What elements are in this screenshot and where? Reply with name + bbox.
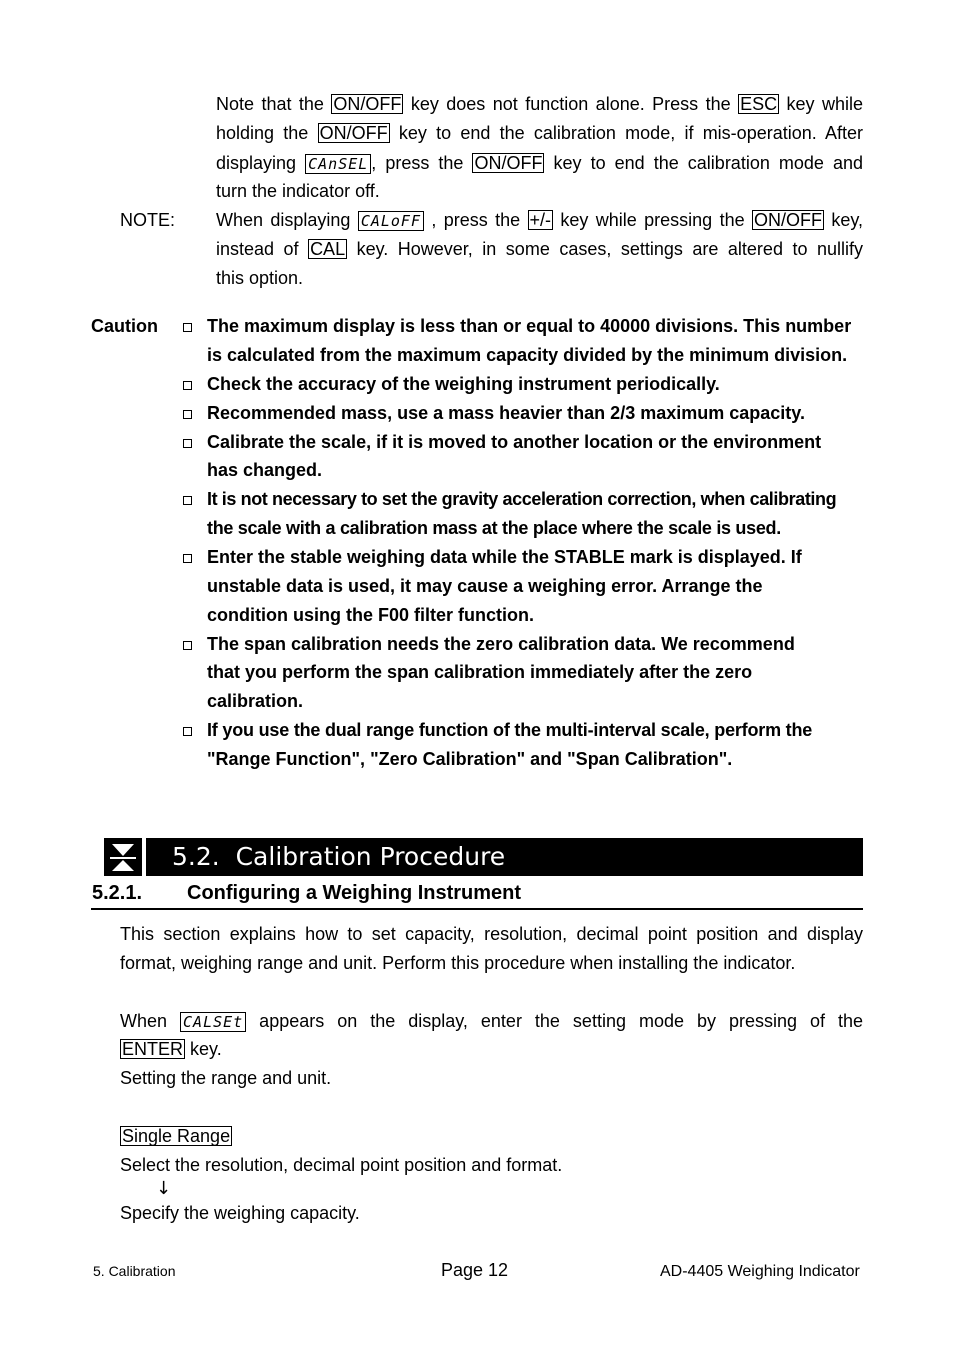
note-line-1: When displaying CALoFF , press the +/- key while pressing the ON/OFF key,	[216, 210, 864, 230]
caution-line: It is not necessary to set the gravity acceleration correction, when calibrating	[207, 489, 837, 509]
intro-line-3: displaying CAnSEL , press the ON/OFF key to end the calibration mode and	[216, 153, 863, 173]
caution-line: If you use the dual range function of the multi-interval scale, perform the	[207, 720, 813, 740]
cal-off-display-code: CALoFF	[358, 211, 424, 231]
caution-line: that you perform the span calibration immediately after the zero	[207, 662, 753, 682]
caution-line: Calibrate the scale, if it is moved to another location or the environment	[207, 432, 822, 452]
step-2: Specify the weighing capacity.	[120, 1203, 360, 1223]
cal-key-label: CAL	[310, 239, 346, 259]
body-p2-line-3: Setting the range and unit.	[120, 1068, 332, 1088]
checkbox-bullet-icon	[183, 554, 192, 563]
single-range-label: Single Range	[122, 1126, 231, 1146]
on-off-key-label: ON/OFF	[474, 153, 543, 173]
calibration-arrow-icon	[104, 838, 142, 876]
note-line-2: instead of CAL key. However, in some cases, settings are altered to nullify	[216, 239, 863, 259]
body-p2-line-1: When CALSEt appears on the display, enter the setting mode by pressing of the	[120, 1011, 863, 1031]
note-line-3: this option.	[216, 268, 304, 288]
body-p1-line-1: This section explains how to set capacity, resolution, decimal point position and display	[120, 924, 863, 944]
subsection-rule	[91, 908, 863, 910]
caution-line: is calculated from the maximum capacity divided by the minimum division.	[207, 345, 848, 365]
cancel-display-code: CAnSEL	[305, 154, 371, 174]
note-label: NOTE:	[120, 210, 176, 230]
footer-chapter: 5. Calibration	[93, 1263, 176, 1279]
footer-page-number: Page 12	[441, 1260, 509, 1280]
on-off-key-label: ON/OFF	[333, 94, 402, 114]
caution-line: Recommended mass, use a mass heavier than 2/3 maximum capacity.	[207, 403, 805, 423]
cal-set-display-code: CALSEt	[180, 1012, 246, 1032]
footer-product-name: AD-4405 Weighing Indicator	[660, 1263, 860, 1280]
section-title: 5.2. Calibration Procedure	[172, 842, 506, 871]
checkbox-bullet-icon	[183, 727, 192, 736]
caution-line: condition using the F00 filter function.	[207, 605, 534, 625]
checkbox-bullet-icon	[183, 410, 192, 419]
checkbox-bullet-icon	[183, 496, 192, 505]
caution-label: Caution	[91, 316, 158, 336]
step-1: Select the resolution, decimal point position and format.	[120, 1155, 563, 1175]
caution-line: "Range Function", "Zero Calibration" and "Span Calibration".	[207, 749, 733, 769]
caution-line: the scale with a calibration mass at the place where the scale is used.	[207, 518, 781, 538]
checkbox-bullet-icon	[183, 439, 192, 448]
body-p2-line-2: ENTER key.	[122, 1039, 222, 1059]
caution-line: Enter the stable weighing data while the STABLE mark is displayed. If	[207, 547, 802, 567]
intro-line-2: holding the ON/OFF key to end the calibration mode, if mis-operation. After	[216, 123, 864, 143]
intro-line-1: Note that the ON/OFF key does not function alone. Press the ESC key while	[216, 94, 863, 114]
single-range-row	[120, 1122, 232, 1151]
enter-key-label: ENTER	[122, 1039, 184, 1059]
on-off-key-label: ON/OFF	[753, 210, 822, 230]
checkbox-bullet-icon	[183, 323, 192, 332]
section-title-bar	[146, 838, 863, 876]
checkbox-bullet-icon	[183, 381, 192, 390]
esc-key-label: ESC	[740, 94, 778, 114]
checkbox-bullet-icon	[183, 641, 192, 650]
section-icon-box	[104, 838, 142, 876]
caution-line: The span calibration needs the zero calibration data. We recommend	[207, 634, 795, 654]
subsection-title: Configuring a Weighing Instrument	[187, 882, 522, 904]
plus-minus-key-label: +/-	[529, 210, 552, 230]
caution-line: Check the accuracy of the weighing instrument periodically.	[207, 374, 720, 394]
down-arrow-icon: ↓	[156, 1178, 172, 1199]
caution-line: The maximum display is less than or equal to 40000 divisions. This number	[207, 316, 852, 336]
caution-line: unstable data is used, it may cause a weighing error. Arrange the	[207, 576, 763, 596]
caution-line: calibration.	[207, 691, 304, 711]
caution-line: has changed.	[207, 460, 323, 480]
intro-line-4: turn the indicator off.	[216, 181, 380, 201]
body-p1-line-2: format, weighing range and unit. Perform this procedure when installing the indicator.	[120, 953, 796, 973]
on-off-key-label: ON/OFF	[319, 123, 388, 143]
subsection-number: 5.2.1.	[92, 882, 143, 904]
